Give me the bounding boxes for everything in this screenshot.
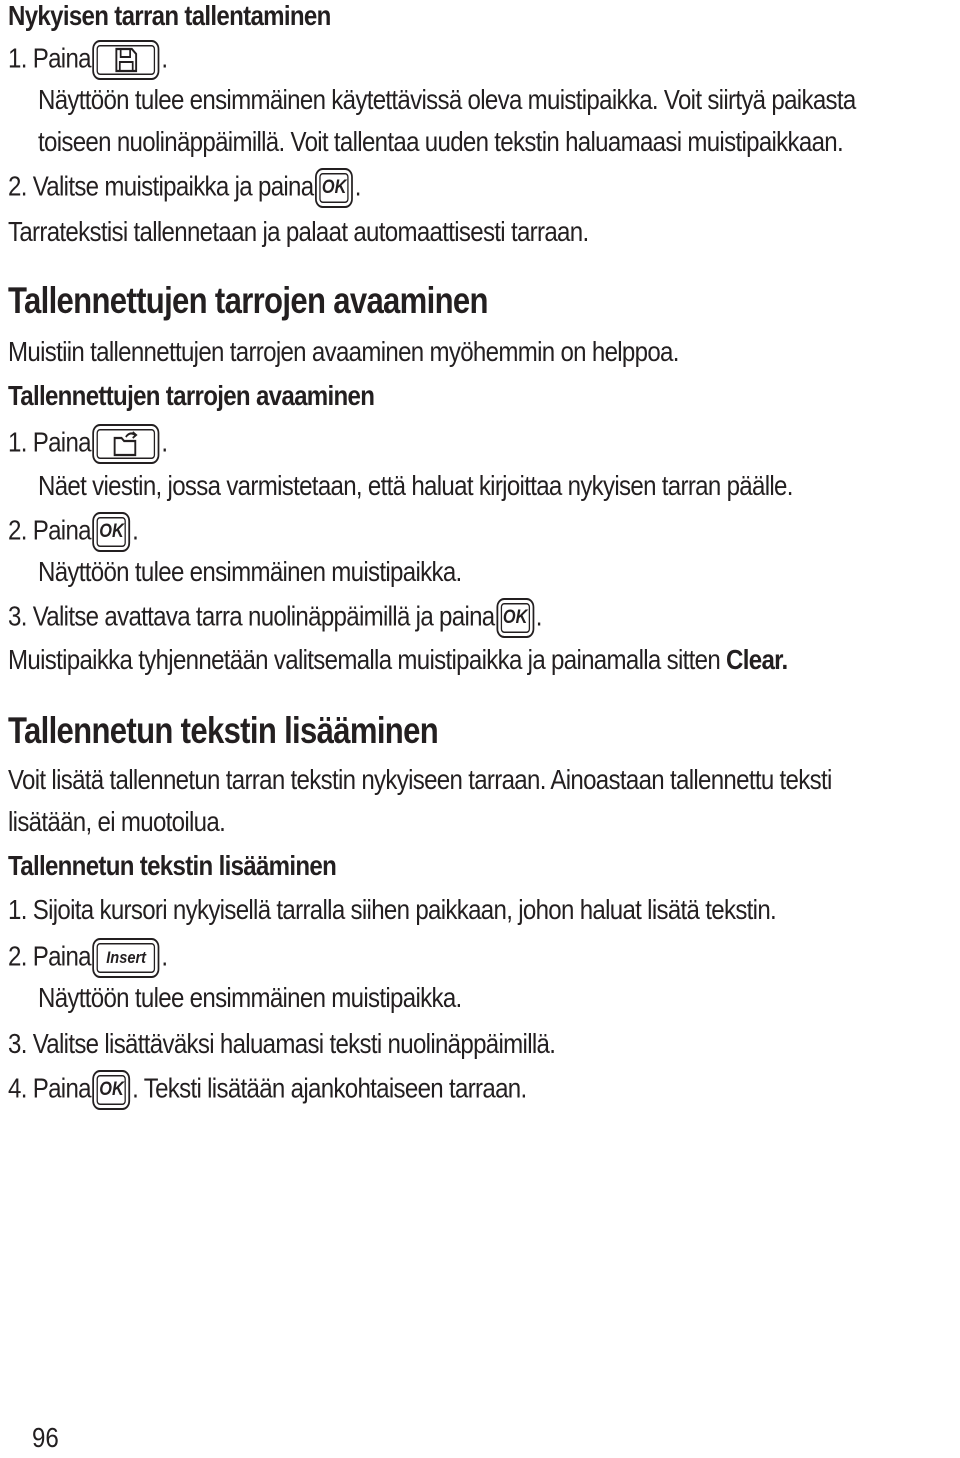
insert-intro-b: lisätään, ei muotoilua. — [8, 806, 226, 837]
section-heading-insert: Tallennetun tekstin lisääminen — [8, 710, 439, 751]
save-step-1-note-b: toiseen nuolinäppäimillä. Voit tallentaa uuden tekstin haluamaasi muistipaikkaan. — [38, 126, 844, 157]
ok-key: OK — [315, 168, 353, 208]
insert-step-3: 3. Valitse lisättäväksi haluamasi teksti nuolinäppäimillä. — [8, 1028, 556, 1059]
ok-key: OK — [93, 1070, 131, 1110]
open-folder-icon — [112, 430, 141, 458]
insert-step-1: 1. Sijoita kursori nykyisellä tarralla siihen paikkaan, johon haluat lisätä tekstin. — [8, 894, 777, 925]
open-subheading: Tallennettujen tarrojen avaaminen — [8, 380, 375, 411]
save-step-1: 1. Paina . — [8, 40, 167, 80]
open-step-1: 1. Paina . — [8, 424, 167, 464]
insert-step-4: 4. Paina OK . Teksti lisätään ajankohtaiseen tarraan. — [8, 1070, 526, 1110]
clear-note: Muistipaikka tyhjennetään valitsemalla muistipaikka ja painamalla sitten Clear. — [8, 644, 788, 675]
section-heading-open: Tallennettujen tarrojen avaaminen — [8, 280, 488, 321]
floppy-disk-icon — [113, 46, 139, 74]
page-number: 96 — [32, 1422, 59, 1453]
save-step-1-note-a: Näyttöön tulee ensimmäinen käytettävissä oleva muistipaikka. Voit siirtyä paikasta — [38, 84, 856, 115]
insert-key: Insert — [93, 938, 160, 978]
insert-subheading: Tallennetun tekstin lisääminen — [8, 850, 337, 881]
open-key — [93, 424, 160, 464]
open-intro: Muistiin tallennettujen tarrojen avaaminen myöhemmin on helppoa. — [8, 336, 679, 367]
save-key — [93, 40, 160, 80]
open-step-1-note: Näet viestin, jossa varmistetaan, että haluat kirjoittaa nykyisen tarran päälle. — [38, 470, 793, 501]
save-step-2: 2. Valitse muistipaikka ja paina OK . — [8, 168, 361, 208]
open-step-2-note: Näyttöön tulee ensimmäinen muistipaikka. — [38, 556, 462, 587]
insert-intro-a: Voit lisätä tallennetun tarran tekstin nykyiseen tarraan. Ainoastaan tallennettu teksti — [8, 764, 832, 795]
insert-step-2: 2. Paina Insert . — [8, 938, 167, 978]
open-step-2: 2. Paina OK . — [8, 512, 138, 552]
insert-step-2-note: Näyttöön tulee ensimmäinen muistipaikka. — [38, 982, 462, 1013]
ok-key: OK — [496, 598, 534, 638]
clear-word: Clear. — [726, 644, 788, 675]
save-result: Tarratekstisi tallennetaan ja palaat automaattisesti tarraan. — [8, 216, 589, 247]
open-step-3: 3. Valitse avattava tarra nuolinäppäimillä ja paina OK . — [8, 598, 542, 638]
section-title-save: Nykyisen tarran tallentaminen — [8, 0, 331, 31]
ok-key: OK — [93, 512, 131, 552]
